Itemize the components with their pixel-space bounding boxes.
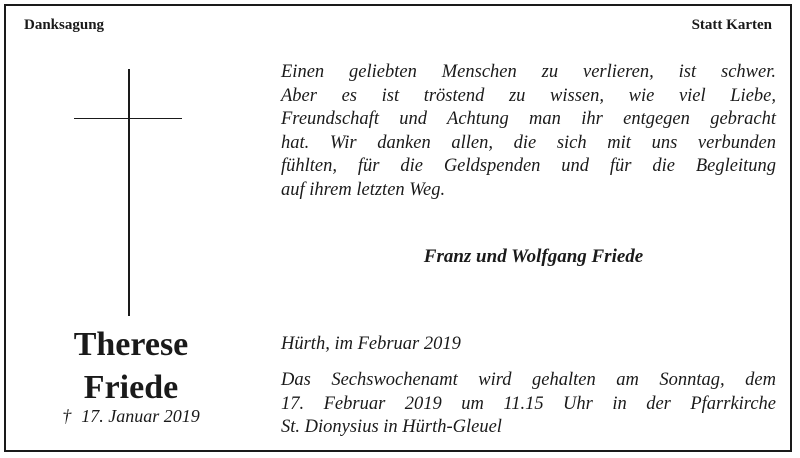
service-notice-line: Das Sechswochenamt wird gehalten am Sonntag, dem — [281, 370, 776, 390]
thanks-text-line: Einen geliebten Menschen zu verlieren, ist schwer. — [281, 62, 776, 82]
thanks-text-line: fühlten, für die Geldspenden und für die Begleitung — [281, 156, 776, 176]
service-notice-line: St. Dionysius in Hürth-Gleuel — [281, 417, 502, 437]
dagger-icon: † — [62, 406, 72, 426]
obituary-card — [4, 4, 792, 452]
thanks-text-line: Aber es ist tröstend zu wissen, wie viel Liebe, — [281, 85, 776, 106]
thanks-text — [281, 61, 776, 202]
signers: Franz und Wolfgang Friede — [423, 246, 644, 267]
thanks-text-line: hat. Wir danken allen, die sich mit uns verbunden — [281, 132, 776, 153]
header-danksagung: Danksagung — [24, 17, 105, 33]
service-notice — [281, 369, 776, 440]
death-date: 17. Januar 2019 — [81, 406, 200, 426]
death-date-line — [26, 406, 236, 427]
header-statt-karten: Statt Karten — [691, 17, 772, 33]
deceased-first-name: Therese — [73, 326, 189, 363]
deceased-last-name: Friede — [83, 369, 179, 406]
cross-horizontal-bar — [74, 118, 182, 119]
thanks-text-line: Freundschaft und Achtung man ihr entgegen gebracht — [281, 109, 776, 129]
service-notice-line: 17. Februar 2019 um 11.15 Uhr in der Pfarrkirche — [281, 393, 776, 414]
place-date: Hürth, im Februar 2019 — [281, 334, 461, 354]
cross-vertical-bar — [128, 69, 130, 316]
thanks-text-line: auf ihrem letzten Weg. — [281, 179, 446, 200]
